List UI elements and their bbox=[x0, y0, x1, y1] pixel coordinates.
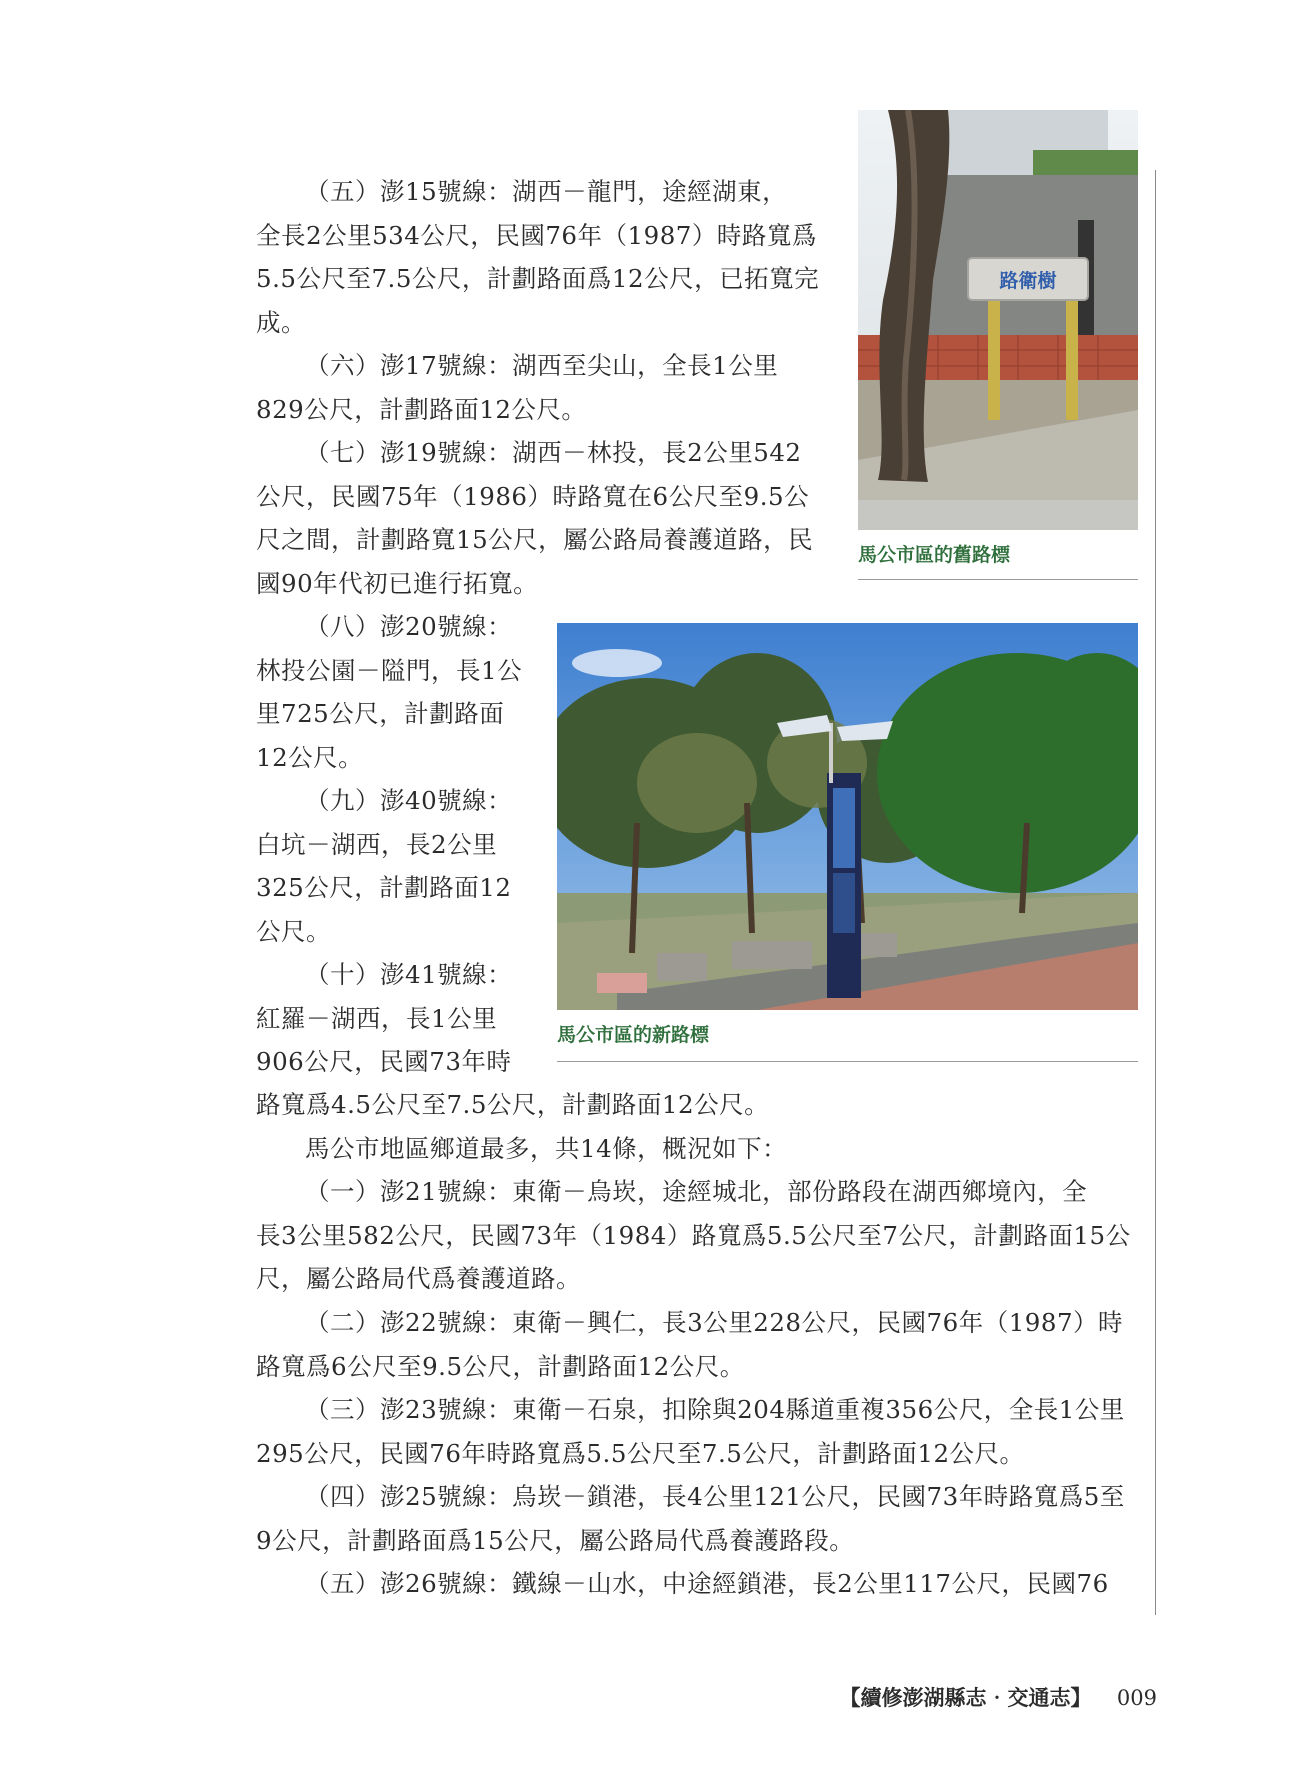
text-line: 295公尺，民國76年時路寬爲5.5公尺至7.5公尺，計劃路面12公尺。 bbox=[256, 1438, 1025, 1468]
text-line: （七）澎19號線：湖西－林投，長2公里542 bbox=[305, 438, 802, 467]
paragraph-road-23 bbox=[256, 1388, 1125, 1475]
paragraph-road-20 bbox=[256, 605, 522, 779]
text-line: 5.5公尺至7.5公尺，計劃路面爲12公尺，已拓寬完 bbox=[256, 264, 820, 293]
paragraph-road-22 bbox=[256, 1301, 1123, 1388]
text-line: 路寬爲4.5公尺至7.5公尺，計劃路面12公尺。 bbox=[256, 1090, 770, 1119]
text-line: 906公尺，民國73年時 bbox=[256, 1047, 512, 1076]
old-road-sign-illustration bbox=[858, 110, 1138, 530]
text-line: 尺之間，計劃路寬15公尺，屬公路局養護道路，民 bbox=[256, 525, 814, 554]
book-title: 【續修澎湖縣志‧交通志】 bbox=[839, 1685, 1092, 1710]
photo2-caption-rule bbox=[557, 1061, 1138, 1062]
right-margin-rule bbox=[1155, 170, 1156, 1615]
paragraph-road-41-continued bbox=[256, 1083, 769, 1127]
text-line: 全長2公里534公尺，民國76年（1987）時路寬爲 bbox=[256, 220, 817, 250]
photo2-caption: 馬公市區的新路標 bbox=[557, 1024, 710, 1046]
text-line: （五）澎15號線：湖西－龍門，途經湖東， bbox=[305, 177, 788, 206]
paragraph-road-21 bbox=[256, 1170, 1131, 1301]
paragraph-township-intro bbox=[256, 1127, 787, 1171]
text-line: 公尺，民國75年（1986）時路寬在6公尺至9.5公 bbox=[256, 481, 810, 511]
photo1-caption-rule bbox=[858, 579, 1138, 580]
page-footer bbox=[840, 1682, 1157, 1712]
photo-old-road-sign bbox=[858, 110, 1138, 530]
text-line: （一）澎21號線：東衛－烏崁，途經城北，部份路段在湖西鄉境內，全 bbox=[305, 1177, 1088, 1206]
text-line: 長3公里582公尺，民國73年（1984）路寬爲5.5公尺至7公尺，計劃路面15公 bbox=[256, 1220, 1131, 1250]
text-line: （二）澎22號線：東衛－興仁，長3公里228公尺，民國76年（1987）時 bbox=[305, 1308, 1124, 1337]
paragraph-road-41 bbox=[256, 953, 512, 1084]
paragraph-road-15 bbox=[256, 170, 819, 344]
text-line: （四）澎25號線：烏崁－鎖港，長4公里121公尺，民國73年時路寬爲5至 bbox=[305, 1482, 1125, 1511]
new-road-sign-illustration bbox=[557, 623, 1138, 1010]
photo-new-road-sign bbox=[557, 623, 1138, 1010]
text-line: （三）澎23號線：東衛－石泉，扣除與204縣道重複356公尺，全長1公里 bbox=[305, 1395, 1125, 1424]
text-line: （八）澎20號線： bbox=[305, 612, 513, 641]
text-line: 9公尺，計劃路面爲15公尺，屬公路局代爲養護路段。 bbox=[256, 1525, 855, 1555]
text-line: 紅羅－湖西，長1公里 bbox=[256, 1003, 498, 1033]
paragraph-road-40 bbox=[256, 779, 512, 953]
text-line: 里725公尺，計劃路面 bbox=[256, 699, 505, 728]
text-line: 公尺。 bbox=[256, 916, 331, 946]
text-line: （五）澎26號線：鐵線－山水，中途經鎖港，長2公里117公尺，民國76 bbox=[305, 1569, 1109, 1598]
text-line: 林投公園－隘門，長1公 bbox=[256, 655, 523, 685]
page-number: 009 bbox=[1116, 1686, 1157, 1710]
paragraph-road-26 bbox=[256, 1562, 1109, 1606]
text-line: 白坑－湖西，長2公里 bbox=[256, 829, 498, 859]
text-line: 尺，屬公路局代爲養護道路。 bbox=[256, 1264, 581, 1293]
text-line: （九）澎40號線： bbox=[305, 786, 513, 815]
text-line: 路寬爲6公尺至9.5公尺，計劃路面12公尺。 bbox=[256, 1351, 745, 1381]
text-line: （十）澎41號線： bbox=[305, 960, 513, 989]
text-line: 成。 bbox=[256, 307, 306, 337]
paragraph-road-19 bbox=[256, 431, 813, 605]
text-line: 馬公市地區鄉道最多，共14條，概況如下： bbox=[305, 1134, 788, 1163]
old-sign-text: 路衛樹 bbox=[999, 270, 1057, 292]
text-line: 國90年代初已進行拓寬。 bbox=[256, 568, 539, 598]
paragraph-road-25 bbox=[256, 1475, 1125, 1562]
text-line: 325公尺，計劃路面12 bbox=[256, 873, 512, 902]
text-line: 829公尺，計劃路面12公尺。 bbox=[256, 394, 587, 424]
text-line: 12公尺。 bbox=[256, 742, 364, 772]
photo1-caption: 馬公市區的舊路標 bbox=[858, 544, 1011, 566]
paragraph-road-17 bbox=[256, 344, 778, 431]
text-line: （六）澎17號線：湖西至尖山，全長1公里 bbox=[305, 351, 779, 380]
